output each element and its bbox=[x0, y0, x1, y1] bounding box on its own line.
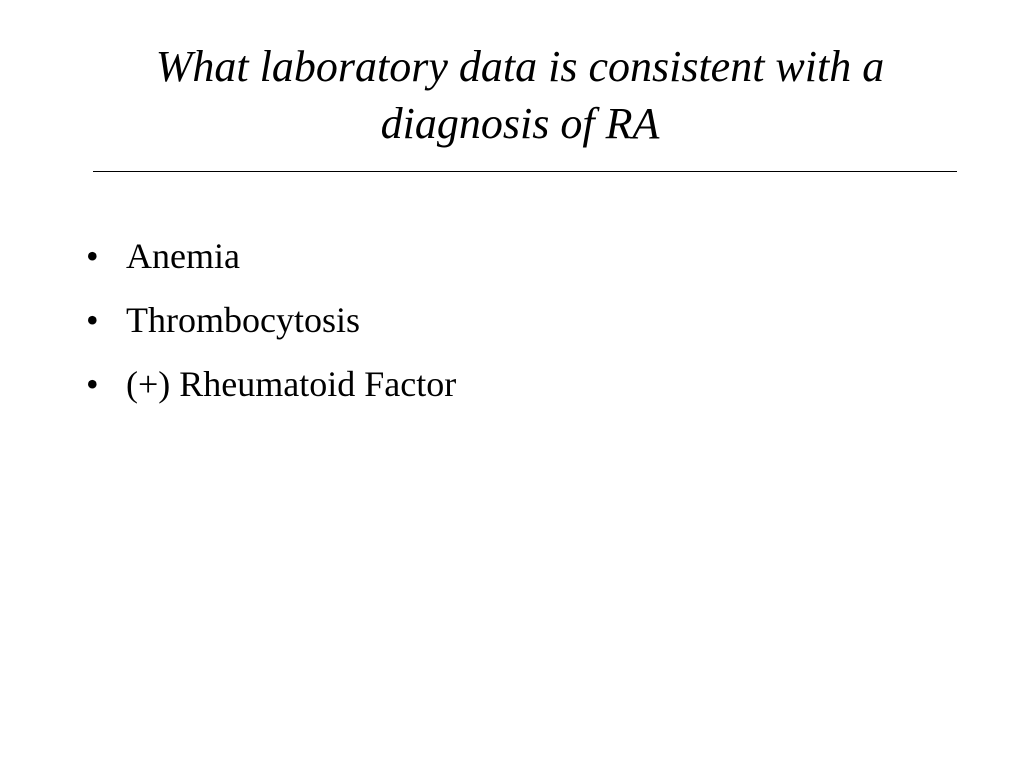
bullet-text: Anemia bbox=[126, 236, 240, 276]
bullet-text: (+) Rheumatoid Factor bbox=[126, 364, 457, 404]
list-item bbox=[86, 298, 456, 343]
bullet-list bbox=[86, 234, 456, 426]
list-item bbox=[86, 234, 456, 279]
slide-title: What laboratory data is consistent with a diagnosis of RA bbox=[155, 42, 885, 148]
bullet-point-icon: • bbox=[86, 236, 99, 276]
bullet-point-icon: • bbox=[86, 300, 99, 340]
bullet-point-icon: • bbox=[86, 364, 99, 404]
bullet-text: Thrombocytosis bbox=[126, 300, 360, 340]
title-divider bbox=[93, 171, 957, 172]
list-item bbox=[86, 362, 456, 407]
